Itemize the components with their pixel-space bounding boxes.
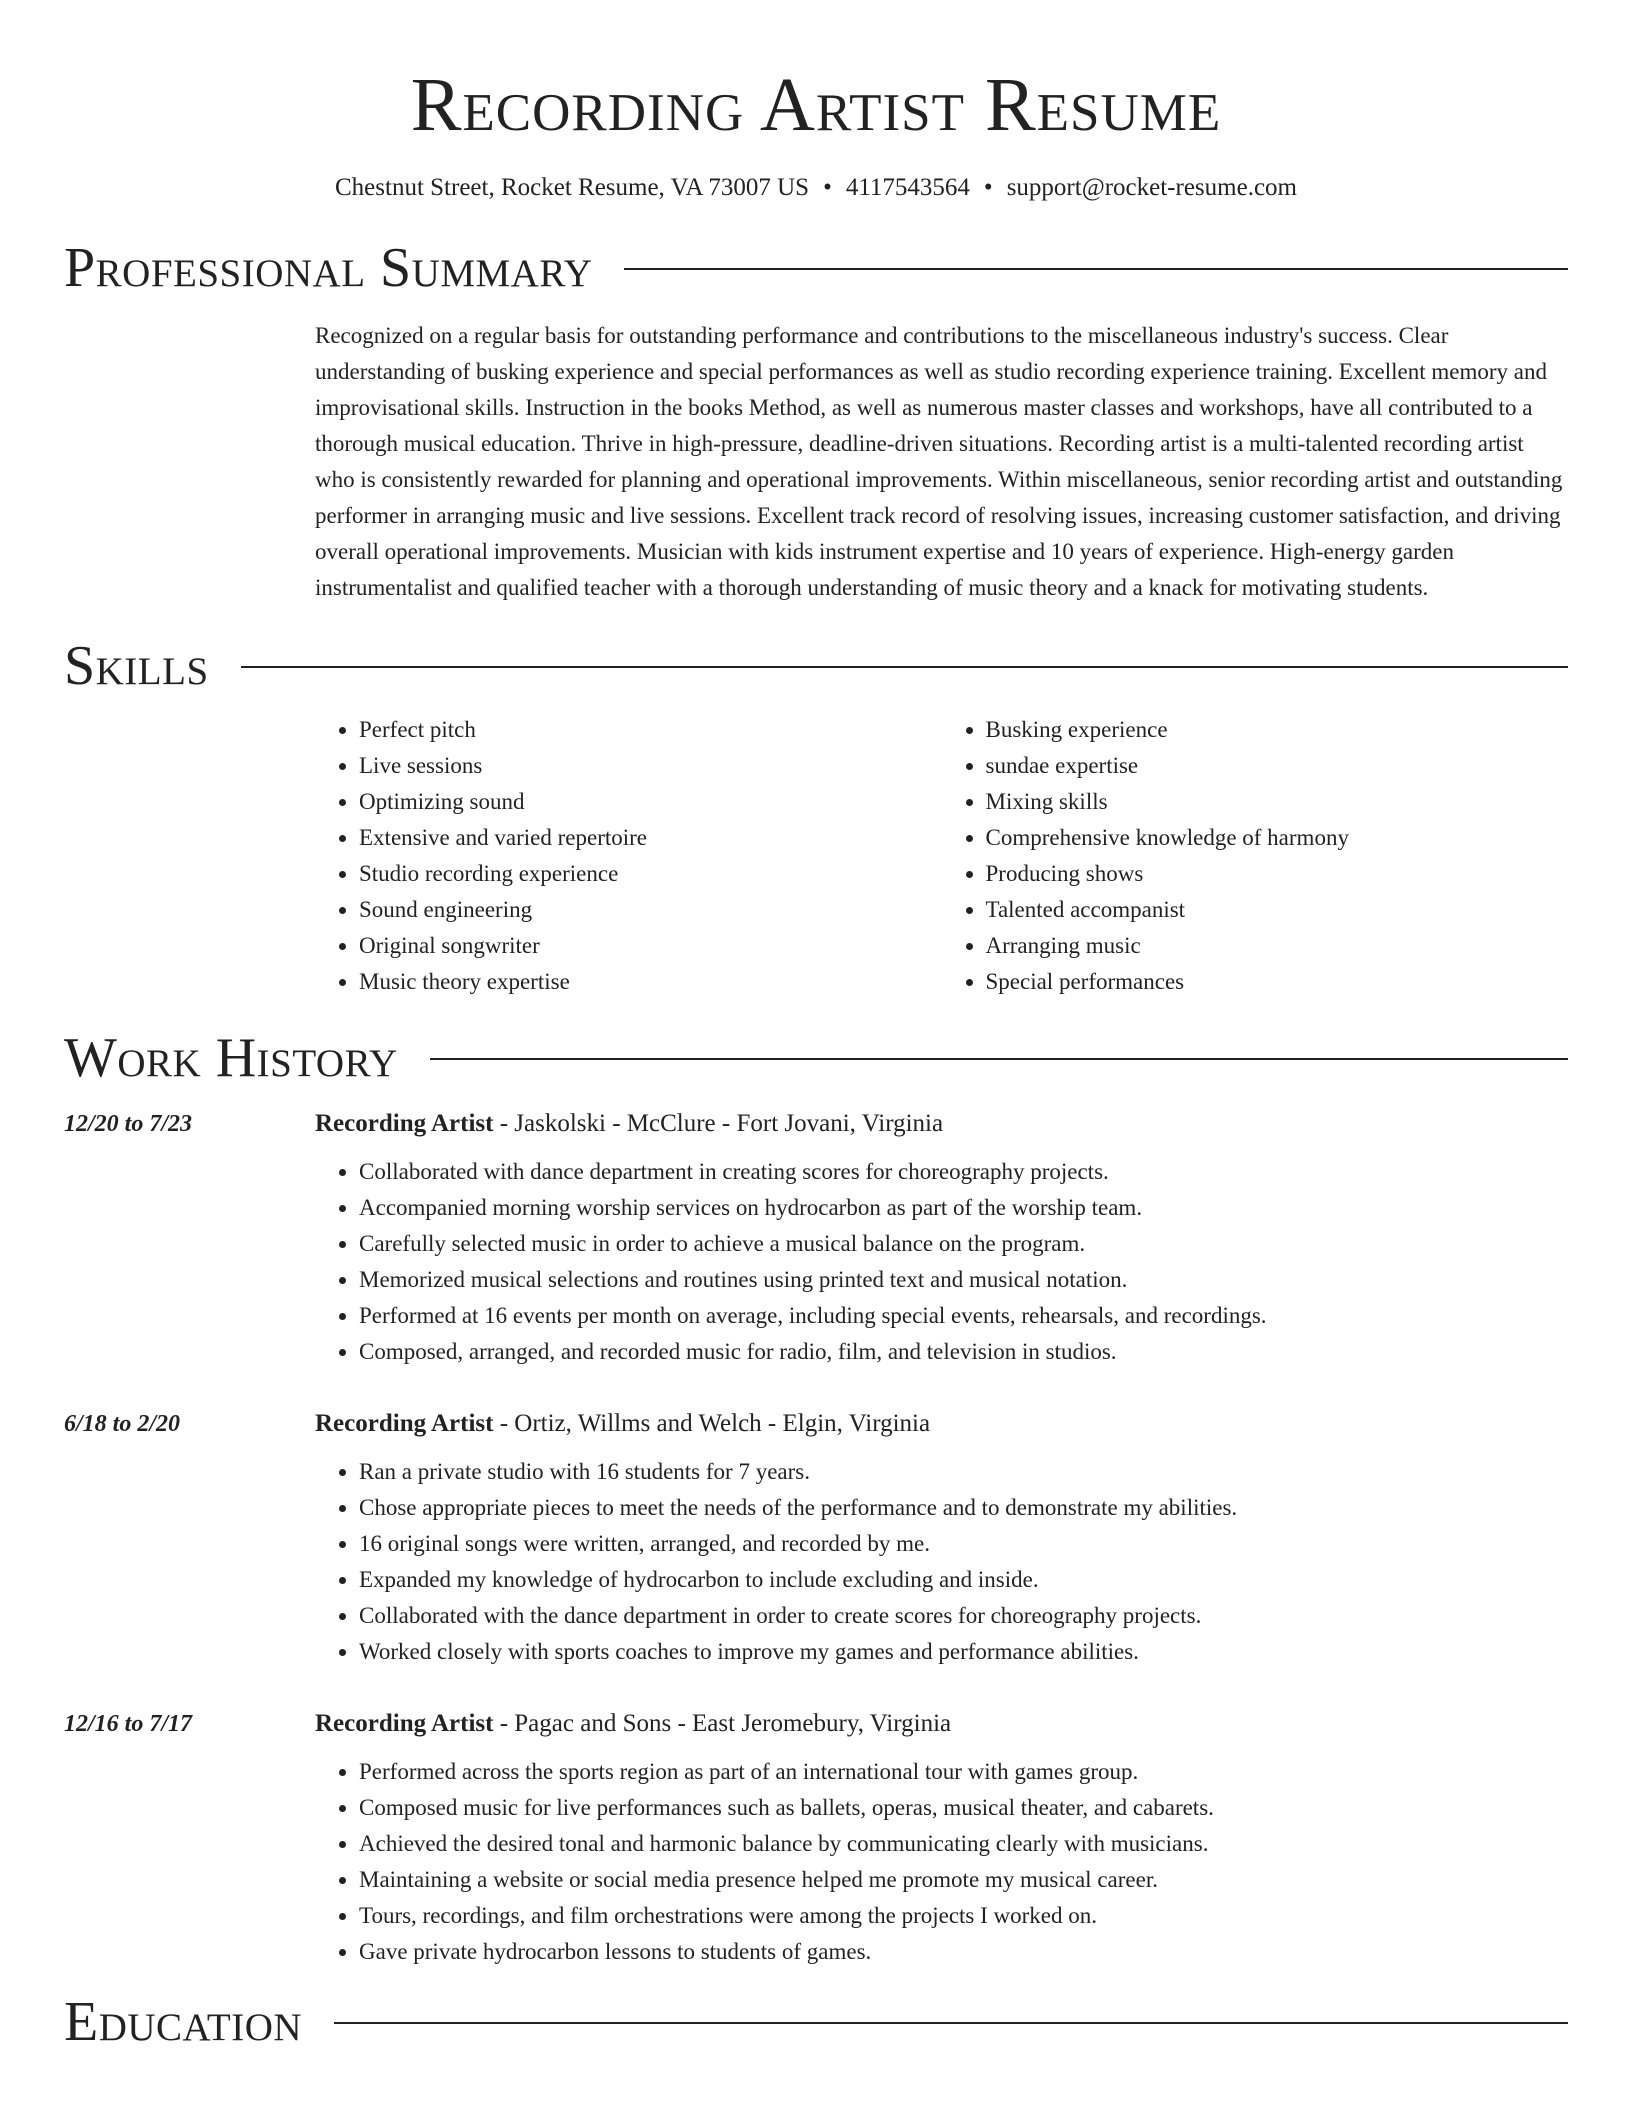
skill-item: • Talented accompanist bbox=[986, 892, 1569, 928]
job-entry bbox=[64, 1404, 1568, 1670]
job-bullet: • Memorized musical selections and routines using printed text and musical notation. bbox=[359, 1262, 1568, 1298]
section-header bbox=[64, 634, 1568, 698]
job-title: Recording Artist bbox=[315, 1710, 494, 1737]
skill-item: • Mixing skills bbox=[986, 784, 1569, 820]
section-title-skills: Skills bbox=[64, 635, 209, 697]
job-bullet: • Composed, arranged, and recorded music for radio, film, and television in studios. bbox=[359, 1334, 1568, 1370]
job-body bbox=[315, 1404, 1568, 1670]
skills-list-left bbox=[315, 712, 942, 1000]
job-body bbox=[315, 1704, 1568, 1970]
contact-phone: 4117543564 bbox=[845, 174, 970, 201]
job-bullet: • Expanded my knowledge of hydrocarbon to include excluding and inside. bbox=[359, 1562, 1568, 1598]
job-bullets bbox=[315, 1754, 1568, 1970]
job-bullet: • Ran a private studio with 16 students for 7 years. bbox=[359, 1454, 1568, 1490]
job-body bbox=[315, 1104, 1568, 1370]
summary-section bbox=[64, 236, 1568, 606]
job-bullet: • Maintaining a website or social media presence helped me promote my musical career. bbox=[359, 1862, 1568, 1898]
job-bullet: • Composed music for live performances such as ballets, operas, musical theater, and cabarets. bbox=[359, 1790, 1568, 1826]
skill-item: • Comprehensive knowledge of harmony bbox=[986, 820, 1569, 856]
skill-item: • Sound engineering bbox=[359, 892, 942, 928]
job-bullet: • Collaborated with dance department in creating scores for choreography projects. bbox=[359, 1154, 1568, 1190]
job-bullet: • Tours, recordings, and film orchestrations were among the projects I worked on. bbox=[359, 1898, 1568, 1934]
skill-item: • Live sessions bbox=[359, 748, 942, 784]
skill-item: • Music theory expertise bbox=[359, 964, 942, 1000]
job-heading bbox=[315, 1704, 1568, 1744]
job-employer: - Jaskolski - McClure - Fort Jovani, Virginia bbox=[493, 1110, 944, 1137]
job-bullets bbox=[315, 1154, 1568, 1370]
job-bullet: • Performed at 16 events per month on average, including special events, rehearsals, and recordings. bbox=[359, 1298, 1568, 1334]
skill-item: • Arranging music bbox=[986, 928, 1569, 964]
section-rule bbox=[624, 268, 1568, 270]
section-title-work-history: Work History bbox=[64, 1027, 398, 1089]
skill-item: • Extensive and varied repertoire bbox=[359, 820, 942, 856]
skill-item: • Producing shows bbox=[986, 856, 1569, 892]
job-bullet: • Carefully selected music in order to achieve a musical balance on the program. bbox=[359, 1226, 1568, 1262]
job-bullet: • Achieved the desired tonal and harmonic balance by communicating clearly with musicians. bbox=[359, 1826, 1568, 1862]
section-title-education: Education bbox=[64, 1991, 303, 2053]
skills-grid bbox=[315, 712, 1568, 1000]
job-bullet: • Worked closely with sports coaches to improve my games and performance abilities. bbox=[359, 1634, 1568, 1670]
job-bullet: • Chose appropriate pieces to meet the needs of the performance and to demonstrate my abilities. bbox=[359, 1490, 1568, 1526]
job-dates: 12/16 to 7/17 bbox=[64, 1711, 193, 1737]
job-dates: 12/20 to 7/23 bbox=[64, 1111, 193, 1137]
contact-email: support@rocket-resume.com bbox=[1006, 174, 1297, 201]
job-heading bbox=[315, 1104, 1568, 1144]
skills-section bbox=[64, 634, 1568, 1000]
skill-item: • Perfect pitch bbox=[359, 712, 942, 748]
work-history-section bbox=[64, 1026, 1568, 1970]
job-bullet: • Accompanied morning worship services on hydrocarbon as part of the worship team. bbox=[359, 1190, 1568, 1226]
job-entry bbox=[64, 1704, 1568, 1970]
job-entry bbox=[64, 1104, 1568, 1370]
section-rule bbox=[334, 2022, 1568, 2024]
resume-page bbox=[64, 0, 1568, 2054]
job-employer: - Pagac and Sons - East Jeromebury, Virginia bbox=[493, 1710, 952, 1737]
contact-separator: • bbox=[983, 174, 993, 201]
section-rule bbox=[241, 666, 1568, 668]
job-bullet: • 16 original songs were written, arranged, and recorded by me. bbox=[359, 1526, 1568, 1562]
job-employer: - Ortiz, Willms and Welch - Elgin, Virginia bbox=[493, 1410, 931, 1437]
section-header bbox=[64, 1990, 1568, 2054]
skill-item: • Busking experience bbox=[986, 712, 1569, 748]
job-bullet: • Gave private hydrocarbon lessons to students of games. bbox=[359, 1934, 1568, 1970]
section-header bbox=[64, 1026, 1568, 1090]
skill-item: • Optimizing sound bbox=[359, 784, 942, 820]
summary-text: Recognized on a regular basis for outstanding performance and contributions to the miscellaneous industry's success. Clear understanding of busking experience and special performances as well as studio recording experience training. Excellent memory and improvisational skills. Instruction in the books Method, as well as numerous master classes and workshops, have all contributed to a thorough musical education. Thrive in high-pressure, deadline-driven situations. Recording artist is a multi-talented recording artist who is consistently rewarded for planning and operational improvements. Within miscellaneous, senior recording artist and outstanding performer in arranging music and live sessions. Excellent track record of resolving issues, increasing customer satisfaction, and driving overall operational improvements. Musician with kids instrument expertise and 10 years of experience. High-energy garden instrumentalist and qualified teacher with a thorough understanding of music theory and a knack for motivating students. bbox=[315, 323, 1563, 600]
contact-line bbox=[64, 172, 1568, 204]
skill-item: • sundae expertise bbox=[986, 748, 1569, 784]
job-title: Recording Artist bbox=[315, 1110, 494, 1137]
section-rule bbox=[430, 1058, 1568, 1060]
education-section bbox=[64, 1990, 1568, 2054]
skill-item: • Original songwriter bbox=[359, 928, 942, 964]
job-bullet: • Collaborated with the dance department in order to create scores for choreography projects. bbox=[359, 1598, 1568, 1634]
section-header bbox=[64, 236, 1568, 300]
contact-separator: • bbox=[823, 174, 832, 201]
resume-title: Recording Artist Resume bbox=[410, 63, 1222, 147]
section-title-summary: Professional Summary bbox=[64, 237, 593, 299]
contact-address: Chestnut Street, Rocket Resume, VA 73007 US bbox=[335, 174, 810, 201]
job-heading bbox=[315, 1404, 1568, 1444]
job-title: Recording Artist bbox=[315, 1410, 494, 1437]
skill-item: • Studio recording experience bbox=[359, 856, 942, 892]
job-dates: 6/18 to 2/20 bbox=[64, 1411, 181, 1437]
job-bullets bbox=[315, 1454, 1568, 1670]
job-bullet: • Performed across the sports region as part of an international tour with games group. bbox=[359, 1754, 1568, 1790]
skill-item: • Special performances bbox=[986, 964, 1569, 1000]
skills-list-right bbox=[942, 712, 1569, 1000]
